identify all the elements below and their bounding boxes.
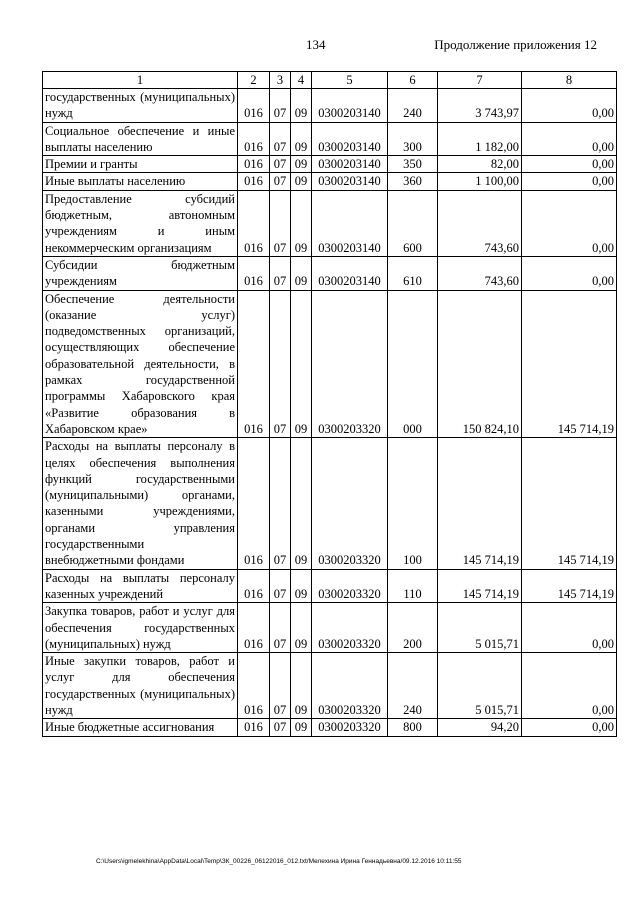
row-name-cell: Премии и гранты [43,156,238,173]
section-cell: 07 [270,290,291,438]
section-cell: 07 [270,603,291,653]
column-header: 5 [312,72,388,89]
target-article-cell: 0300203320 [312,438,388,569]
subsection-cell: 09 [291,156,312,173]
table-row [43,122,617,156]
section-code-cell: 016 [238,173,270,190]
section-cell: 07 [270,438,291,569]
subsection-cell: 09 [291,719,312,736]
row-name-cell: Предоставление субсидий бюджетным, автономным учреждениям и иным некоммерческим организациям [43,190,238,256]
amount-cell: 82,00 [438,156,522,173]
section-code-cell: 016 [238,89,270,123]
subsection-cell: 09 [291,438,312,569]
row-name-cell: Социальное обеспечение и иные выплаты населению [43,122,238,156]
table-row [43,190,617,256]
target-article-cell: 0300203320 [312,653,388,719]
amount-cell: 0,00 [522,653,617,719]
column-header: 1 [43,72,238,89]
section-code-cell: 016 [238,438,270,569]
amount-cell: 1 100,00 [438,173,522,190]
subsection-cell: 09 [291,290,312,438]
row-name-cell: Иные выплаты населению [43,173,238,190]
expense-type-cell: 600 [388,190,438,256]
amount-cell: 5 015,71 [438,603,522,653]
section-code-cell: 016 [238,653,270,719]
row-name-cell: Иные закупки товаров, работ и услуг для обеспечения государственных (муниципальных) нужд [43,653,238,719]
section-cell: 07 [270,122,291,156]
subsection-cell: 09 [291,89,312,123]
table-row [43,290,617,438]
expense-type-cell: 610 [388,256,438,290]
expense-type-cell: 350 [388,156,438,173]
amount-cell: 743,60 [438,256,522,290]
expense-type-cell: 200 [388,603,438,653]
column-header: 7 [438,72,522,89]
target-article-cell: 0300203140 [312,190,388,256]
expense-type-cell: 100 [388,438,438,569]
row-name-cell: Иные бюджетные ассигнования [43,719,238,736]
amount-cell: 150 824,10 [438,290,522,438]
amount-cell: 145 714,19 [522,290,617,438]
column-header: 6 [388,72,438,89]
section-code-cell: 016 [238,156,270,173]
budget-table [42,71,617,737]
amount-cell: 1 182,00 [438,122,522,156]
subsection-cell: 09 [291,603,312,653]
subsection-cell: 09 [291,122,312,156]
amount-cell: 5 015,71 [438,653,522,719]
row-name-cell: Обеспечение деятельности (оказание услуг) подведомственных организаций, осуществляющих обеспечение образовательной деятельности, в рамках государственной программы Хабаровского края «Развитие образования в Хабаровском крае» [43,290,238,438]
section-cell: 07 [270,256,291,290]
target-article-cell: 0300203140 [312,256,388,290]
page-number: 134 [306,37,326,52]
column-header: 2 [238,72,270,89]
column-header: 8 [522,72,617,89]
row-name-cell: государственных (муниципальных) нужд [43,89,238,123]
table-row [43,719,617,736]
amount-cell: 0,00 [522,603,617,653]
row-name-cell: Закупка товаров, работ и услуг для обеспечения государственных (муниципальных) нужд [43,603,238,653]
amount-cell: 145 714,19 [522,438,617,569]
appendix-title: Продолжение приложения 12 [434,37,597,52]
section-code-cell: 016 [238,290,270,438]
amount-cell: 145 714,19 [522,569,617,603]
target-article-cell: 0300203320 [312,719,388,736]
row-name-cell: Расходы на выплаты персоналу в целях обеспечения выполнения функций государственными (муниципальными) органами, казенными учреждениями, органами управления государственными внебюджетными фондами [43,438,238,569]
section-cell: 07 [270,719,291,736]
amount-cell: 3 743,97 [438,89,522,123]
row-name-cell: Субсидии бюджетным учреждениям [43,256,238,290]
expense-type-cell: 240 [388,89,438,123]
section-cell: 07 [270,89,291,123]
row-name-cell: Расходы на выплаты персоналу казенных учреждений [43,569,238,603]
target-article-cell: 0300203320 [312,569,388,603]
amount-cell: 0,00 [522,256,617,290]
table-row [43,569,617,603]
table-row [43,603,617,653]
amount-cell: 145 714,19 [438,438,522,569]
table-row [43,438,617,569]
amount-cell: 743,60 [438,190,522,256]
column-header: 4 [291,72,312,89]
section-cell: 07 [270,190,291,256]
expense-type-cell: 300 [388,122,438,156]
section-cell: 07 [270,569,291,603]
subsection-cell: 09 [291,653,312,719]
table-header-row [43,72,617,89]
section-code-cell: 016 [238,719,270,736]
target-article-cell: 0300203320 [312,290,388,438]
amount-cell: 145 714,19 [438,569,522,603]
expense-type-cell: 110 [388,569,438,603]
amount-cell: 94,20 [438,719,522,736]
section-code-cell: 016 [238,569,270,603]
column-header: 3 [270,72,291,89]
target-article-cell: 0300203140 [312,89,388,123]
expense-type-cell: 000 [388,290,438,438]
subsection-cell: 09 [291,173,312,190]
amount-cell: 0,00 [522,89,617,123]
section-code-cell: 016 [238,190,270,256]
target-article-cell: 0300203140 [312,122,388,156]
expense-type-cell: 800 [388,719,438,736]
table-row [43,89,617,123]
amount-cell: 0,00 [522,156,617,173]
amount-cell: 0,00 [522,122,617,156]
target-article-cell: 0300203320 [312,603,388,653]
table-row [43,173,617,190]
amount-cell: 0,00 [522,173,617,190]
target-article-cell: 0300203140 [312,173,388,190]
section-code-cell: 016 [238,256,270,290]
section-code-cell: 016 [238,603,270,653]
subsection-cell: 09 [291,190,312,256]
section-cell: 07 [270,173,291,190]
subsection-cell: 09 [291,569,312,603]
table-row [43,256,617,290]
subsection-cell: 09 [291,256,312,290]
expense-type-cell: 240 [388,653,438,719]
expense-type-cell: 360 [388,173,438,190]
table-row [43,156,617,173]
amount-cell: 0,00 [522,719,617,736]
section-cell: 07 [270,156,291,173]
footer-file-path: C:\Users\igmelekhina\AppData\Local\Temp\ЗК_00226_06122016_012.txt/Мелехина Ирина Геннадьевна/09.12.2016 10:11:55 [96,858,462,865]
section-code-cell: 016 [238,122,270,156]
target-article-cell: 0300203140 [312,156,388,173]
table-row [43,653,617,719]
amount-cell: 0,00 [522,190,617,256]
section-cell: 07 [270,653,291,719]
